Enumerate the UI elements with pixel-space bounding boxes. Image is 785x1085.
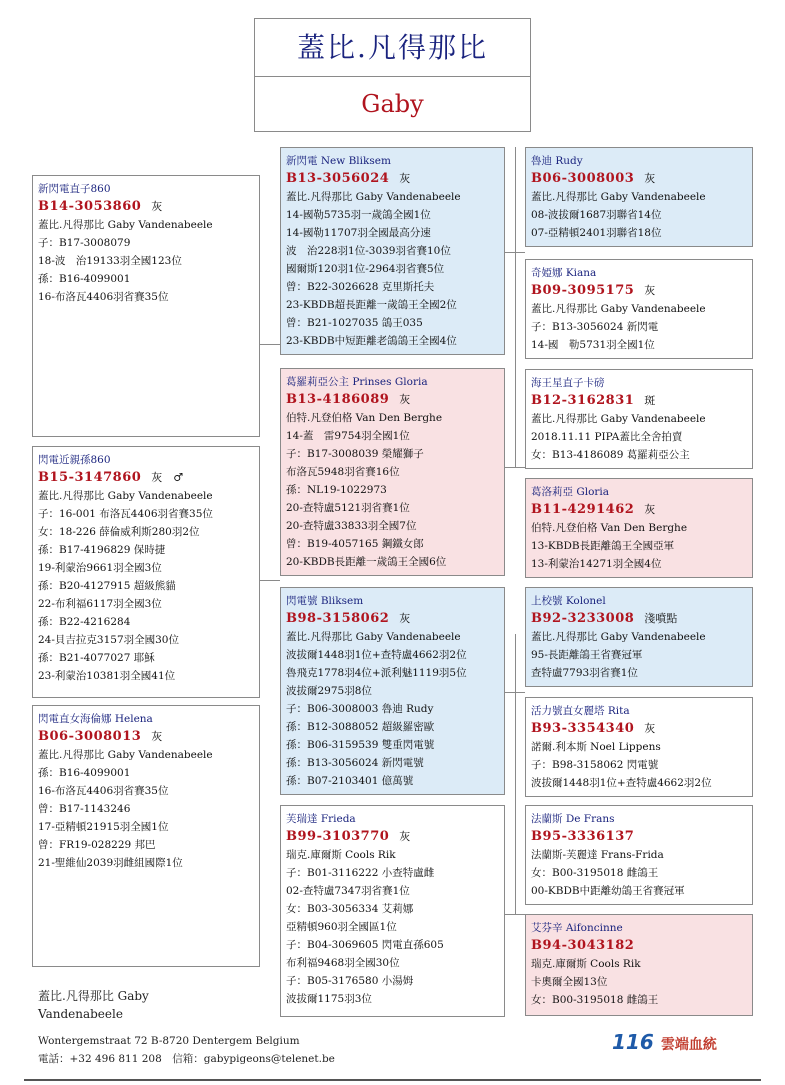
phone-email: 電話：+32 496 811 208 信箱：gabypigeons@telenet.be — [38, 1053, 335, 1065]
bird-detail-line: 子：B13-3056024 新閃電 — [531, 321, 659, 333]
bird-detail-line: 曾：B17-1143246 — [38, 803, 131, 815]
connector-line — [505, 467, 525, 468]
address: Wontergemstraat 72 B-8720 Dentergem Belgium — [38, 1035, 300, 1047]
bird-name: 活力號直女麗塔 Rita — [531, 705, 630, 717]
bird-detail-line: 瑞克.庫爾斯 Cools Rik — [286, 849, 396, 861]
ring-number: B13-3056024 — [286, 171, 390, 186]
ring-number: B11-4291462 — [531, 502, 635, 517]
bird-detail-line: 19-利蒙治9661羽全國3位 — [38, 562, 162, 574]
bird-detail-line: 子：B98-3158062 閃電號 — [531, 759, 659, 771]
bird-detail-line: 孫：B17-4196829 保時捷 — [38, 544, 166, 556]
bird-name: 海王星直子卡磅 — [531, 377, 605, 389]
bird-detail-line: 亞精頓960羽全國區1位 — [286, 921, 397, 933]
logo-number: 116 — [612, 1030, 654, 1054]
bird-color: 斑 — [644, 394, 656, 407]
ring-number: B06-3008013 — [38, 729, 142, 744]
bird-color: 灰 — [399, 393, 411, 406]
ring-number: B06-3008003 — [531, 171, 635, 186]
ring-number: B94-3043182 — [531, 938, 635, 953]
bird-detail-line: 法蘭斯-芙麗達 Frans-Frida — [531, 849, 664, 861]
bird-detail-line: 孫：B12-3088052 超級羅密歐 — [286, 721, 435, 733]
bird-color: 灰 — [151, 730, 163, 743]
bird-detail-line: 14-國 勒5731羽全國1位 — [531, 339, 655, 351]
bird-color: 灰 — [399, 830, 411, 843]
bird-detail-line: 20-KBDB長距離一歲鴿王全國6位 — [286, 556, 447, 568]
bird-detail-line: 查特盧7793羽省賽1位 — [531, 667, 638, 679]
bird-detail-line: 孫：B21-4077027 耶穌 — [38, 652, 155, 664]
bird-detail-line: 95-長距離鴿王省賽冠軍 — [531, 649, 643, 661]
bird-detail-line: 孫：B07-2103401 億萬號 — [286, 775, 414, 787]
bird-detail-line: 子：16-001 布洛瓦4406羽省賽35位 — [38, 508, 213, 520]
pedigree-box-sds — [525, 369, 753, 469]
bird-detail-line: 蓋比.凡得那比 Gaby Vandenabeele — [531, 413, 706, 425]
bird-detail-line: 14-國勒5735羽一歲鴿全國1位 — [286, 209, 431, 221]
pedigree-box-ss — [280, 147, 505, 355]
bird-detail-line: 蓋比.凡得那比 Gaby Vandenabeele — [531, 303, 706, 315]
bird-detail-line: 曾：B19-4057165 鋼鐵女郎 — [286, 538, 424, 550]
pedigree-box-ddd — [525, 914, 753, 1016]
ring-number: B12-3162831 — [531, 393, 635, 408]
bird-detail-line: 子：B17-3008079 — [38, 237, 131, 249]
pedigree-box-sd — [280, 368, 505, 576]
bird-detail-line: 22-布利福6117羽全國3位 — [38, 598, 162, 610]
ring-number: B92-3233008 — [531, 611, 635, 626]
bird-detail-line: 02-查特盧7347羽省賽1位 — [286, 885, 410, 897]
bird-detail-line: 21-聖維仙2039羽雌組國際1位 — [38, 857, 183, 869]
bird-detail-line: 女：B00-3195018 雌鴿王 — [531, 994, 659, 1006]
bird-detail-line: 24-貝吉拉克3157羽全國30位 — [38, 634, 179, 646]
bird-name: 艾芬辛 Aifoncinne — [531, 922, 623, 934]
bird-detail-line: 13-KBDB長距離鴿王全國亞軍 — [531, 540, 675, 552]
bird-detail-line: 波拔爾1448羽1位+查特盧4662羽2位 — [531, 777, 712, 789]
connector-line — [260, 580, 280, 581]
owner-name: 蓋比.凡得那比 Gaby Vandenabeele — [38, 989, 149, 1021]
ring-number: B98-3158062 — [286, 611, 390, 626]
bird-color: 灰 — [151, 200, 163, 213]
bird-detail-line: 子：B04-3069605 閃電直孫605 — [286, 939, 444, 951]
bird-detail-line: 20-查特盧33833羽全國7位 — [286, 520, 417, 532]
bird-color: 灰 — [644, 284, 656, 297]
bird-color: 灰 — [644, 722, 656, 735]
bird-detail-line: 2018.11.11 PIPA蓋比全舍拍賣 — [531, 431, 683, 443]
bird-detail-line: 18-波 治19133羽全國123位 — [38, 255, 182, 267]
bird-detail-line: 孫：B13-3056024 新閃電號 — [286, 757, 424, 769]
bird-detail-line: 曾：B22-3026628 克里斯托夫 — [286, 281, 435, 293]
bird-detail-line: 伯特.凡登伯格 Van Den Berghe — [286, 412, 443, 424]
bird-detail-line: 23-利蒙治10381羽全國41位 — [38, 670, 176, 682]
bird-detail-line: 國爾斯120羽1位-2964羽省賽5位 — [286, 263, 445, 275]
bird-detail-line: 瑞克.庫爾斯 Cools Rik — [531, 958, 641, 970]
bird-name: 法蘭斯 De Frans — [531, 813, 615, 825]
bird-color: 灰 — [644, 503, 656, 516]
logo-text: 雲端血統 — [660, 1037, 717, 1053]
ring-number: B13-4186089 — [286, 392, 390, 407]
connector-line — [515, 147, 516, 467]
connector-line — [505, 914, 525, 915]
bird-detail-line: 00-KBDB中距離幼鴿王省賽冠軍 — [531, 885, 685, 897]
bird-detail-line: 16-布洛瓦4406羽省賽35位 — [38, 785, 169, 797]
bird-detail-line: 卡奧爾全國13位 — [531, 976, 608, 988]
bottom-divider — [24, 1079, 761, 1081]
bird-name: 芙瑞達 Frieda — [286, 813, 356, 825]
bird-name: 上校號 Kolonel — [531, 595, 606, 607]
connector-line — [260, 344, 280, 345]
connector-line — [505, 692, 525, 693]
bird-color: 灰 — [644, 172, 656, 185]
connector-line — [505, 252, 525, 253]
bird-detail-line: 08-波拔爾1687羽聯省14位 — [531, 209, 662, 221]
bird-detail-line: 女：B03-3056334 艾莉娜 — [286, 903, 414, 915]
pedigree-box-ds — [280, 587, 505, 795]
bird-detail-line: 孫：B06-3159539 雙重閃電號 — [286, 739, 435, 751]
pedigree-box-d — [32, 446, 260, 698]
bird-name: 新閃電直子860 — [38, 183, 111, 195]
bird-detail-line: 蓋比.凡得那比 Gaby Vandenabeele — [531, 631, 706, 643]
bird-detail-line: 波拔爾2975羽8位 — [286, 685, 372, 697]
pedigree-box-dd — [280, 805, 505, 1017]
bird-color: 灰 ♂ — [151, 471, 184, 484]
bird-name: 閃電號 Bliksem — [286, 595, 364, 607]
bird-name: 新閃電 New Bliksem — [286, 155, 391, 167]
bird-detail-line: 女：B13-4186089 葛羅莉亞公主 — [531, 449, 690, 461]
bird-detail-line: 子：B05-3176580 小湯姆 — [286, 975, 414, 987]
bird-detail-line: 蓋比.凡得那比 Gaby Vandenabeele — [38, 219, 213, 231]
ring-number: B09-3095175 — [531, 283, 635, 298]
pigeon-title-chinese: 蓋比.凡得那比 — [255, 19, 530, 77]
pedigree-box-s — [32, 175, 260, 437]
title-box — [254, 18, 531, 132]
connector-line — [515, 634, 516, 914]
bird-detail-line: 子：B06-3008003 魯迪 Rudy — [286, 703, 434, 715]
bird-detail-line: 曾：B21-1027035 鴿王035 — [286, 317, 423, 329]
bird-detail-line: 07-亞精頓2401羽聯省18位 — [531, 227, 662, 239]
ring-number: B95-3336137 — [531, 829, 635, 844]
bird-detail-line: 17-亞精頓21915羽全國1位 — [38, 821, 169, 833]
bird-detail-line: 曾：FR19-028229 邦巴 — [38, 839, 156, 851]
bird-color: 灰 — [399, 612, 411, 625]
pedigree-box-dds — [525, 805, 753, 905]
pedigree-box-dam — [32, 705, 260, 967]
pedigree-box-dss — [525, 587, 753, 687]
bird-detail-line: 波 治228羽1位-3039羽省賽10位 — [286, 245, 451, 257]
bird-color: 淺噴點 — [644, 612, 678, 625]
pigeon-title-english: Gaby — [361, 90, 424, 118]
pedigree-box-sdd — [525, 478, 753, 578]
bird-name: 閃電直女海倫娜 Helena — [38, 713, 153, 725]
bird-color: 灰 — [399, 172, 411, 185]
bird-detail-line: 20-查特盧5121羽省賽1位 — [286, 502, 410, 514]
pedigree-box-dsd — [525, 697, 753, 797]
bird-detail-line: 23-KBDB中短距離老鴿鴿王全國4位 — [286, 335, 457, 347]
bird-detail-line: 孫：B16-4099001 — [38, 767, 131, 779]
ring-number: B93-3354340 — [531, 721, 635, 736]
bird-name: 奇婭娜 Kiana — [531, 267, 597, 279]
bird-detail-line: 14-蓋 雷9754羽全國1位 — [286, 430, 410, 442]
bird-detail-line: 伯特.凡登伯格 Van Den Berghe — [531, 522, 688, 534]
bird-detail-line: 蓋比.凡得那比 Gaby Vandenabeele — [531, 191, 706, 203]
bird-detail-line: 孫：B16-4099001 — [38, 273, 131, 285]
ring-number: B15-3147860 — [38, 470, 142, 485]
bird-detail-line: 蓋比.凡得那比 Gaby Vandenabeele — [38, 749, 213, 761]
bird-detail-line: 23-KBDB超長距離一歲鴿王全國2位 — [286, 299, 457, 311]
brand-logo — [612, 1030, 717, 1054]
bird-detail-line: 布洛瓦5948羽省賽16位 — [286, 466, 400, 478]
bird-detail-line: 魯飛克1778羽4位+派利魅1119羽5位 — [286, 667, 467, 679]
ring-number: B14-3053860 — [38, 199, 142, 214]
bird-detail-line: 蓋比.凡得那比 Gaby Vandenabeele — [286, 191, 461, 203]
bird-detail-line: 女：B00-3195018 雌鴿王 — [531, 867, 659, 879]
bird-detail-line: 布利福9468羽全國30位 — [286, 957, 400, 969]
contact-info — [38, 1032, 335, 1068]
bird-detail-line: 孫：NL19-1022973 — [286, 484, 387, 496]
bird-detail-line: 14-國勒11707羽全國最高分速 — [286, 227, 431, 239]
bird-detail-line: 蓋比.凡得那比 Gaby Vandenabeele — [38, 490, 213, 502]
bird-detail-line: 孫：B20-4127915 超級熊貓 — [38, 580, 176, 592]
bird-detail-line: 16-布洛瓦4406羽省賽35位 — [38, 291, 169, 303]
bird-name: 閃電近親孫860 — [38, 454, 111, 466]
bird-detail-line: 13-利蒙治14271羽全國4位 — [531, 558, 662, 570]
bird-detail-line: 諾爾.利本斯 Noel Lippens — [531, 741, 661, 753]
bird-detail-line: 波拔爾1448羽1位+查特盧4662羽2位 — [286, 649, 467, 661]
bird-name: 葛羅莉亞公主 Prinses Gloria — [286, 376, 428, 388]
bird-detail-line: 子：B17-3008039 榮耀獅子 — [286, 448, 424, 460]
bird-name: 葛洛莉亞 Gloria — [531, 486, 610, 498]
bird-detail-line: 蓋比.凡得那比 Gaby Vandenabeele — [286, 631, 461, 643]
bird-name: 魯迪 Rudy — [531, 155, 583, 167]
pedigree-box-ssd — [525, 259, 753, 359]
bird-detail-line: 孫：B22-4216284 — [38, 616, 131, 628]
bird-detail-line: 波拔爾1175羽3位 — [286, 993, 372, 1005]
bird-detail-line: 子：B01-3116222 小查特盧雌 — [286, 867, 435, 879]
pedigree-box-sss — [525, 147, 753, 247]
bird-detail-line: 女：18-226 薛倫威利斯280羽2位 — [38, 526, 200, 538]
ring-number: B99-3103770 — [286, 829, 390, 844]
